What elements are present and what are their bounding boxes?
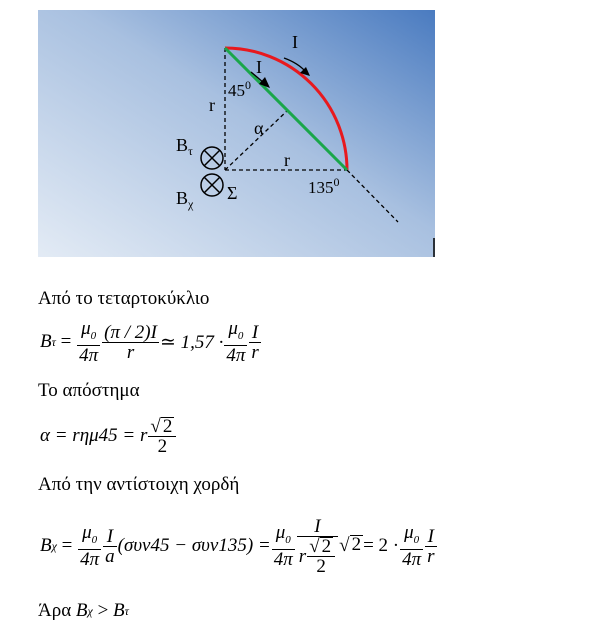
sigma-label: Σ xyxy=(227,183,238,203)
vertical-radius-label: r xyxy=(209,95,215,115)
apothem-label: α xyxy=(254,118,264,138)
equation-b-tau: B τ = $\frac{\mu_0}{4\pi}$ $\frac{(\pi / 2)I}{r}$ ≃ 1,57 · $\frac{\mu_0}{4\pi}$ $\frac{I}{r}$ xyxy=(40,317,259,367)
chord-current-label: I xyxy=(256,57,262,77)
chord-heading: Από την αντίστοιχη χορδή xyxy=(38,474,240,495)
b-tau-label: $B_\tau$ xyxy=(176,135,193,158)
equation-b-chi: B χ = $\frac{\mu_0}{4\pi}$ $\frac{I}{a}$ (συν45 − συν135) = $\frac{\mu_0}{4\pi}$ I r √ 2 2 √ 2 = 2 · $\frac{\mu_0}{4\pi}$ $\frac{I}{r}$ xyxy=(40,515,435,577)
arc-current-label: I xyxy=(292,32,298,52)
b-chi-label: $B_\chi$ xyxy=(176,188,194,211)
conclusion: Άρα B χ > B τ xyxy=(38,600,129,621)
horizontal-radius-label: r xyxy=(284,150,290,170)
equation-apothem: α = rημ45 = r √ 2 2 xyxy=(40,408,177,464)
angle-135-label: $135^0$ xyxy=(308,175,340,197)
angle-45-label: $45^0$ xyxy=(228,78,251,100)
magnetic-field-figure xyxy=(38,10,435,257)
apothem-heading: Το απόστημα xyxy=(38,380,140,401)
quarter-circle-heading: Από το τεταρτοκύκλιο xyxy=(38,288,210,309)
